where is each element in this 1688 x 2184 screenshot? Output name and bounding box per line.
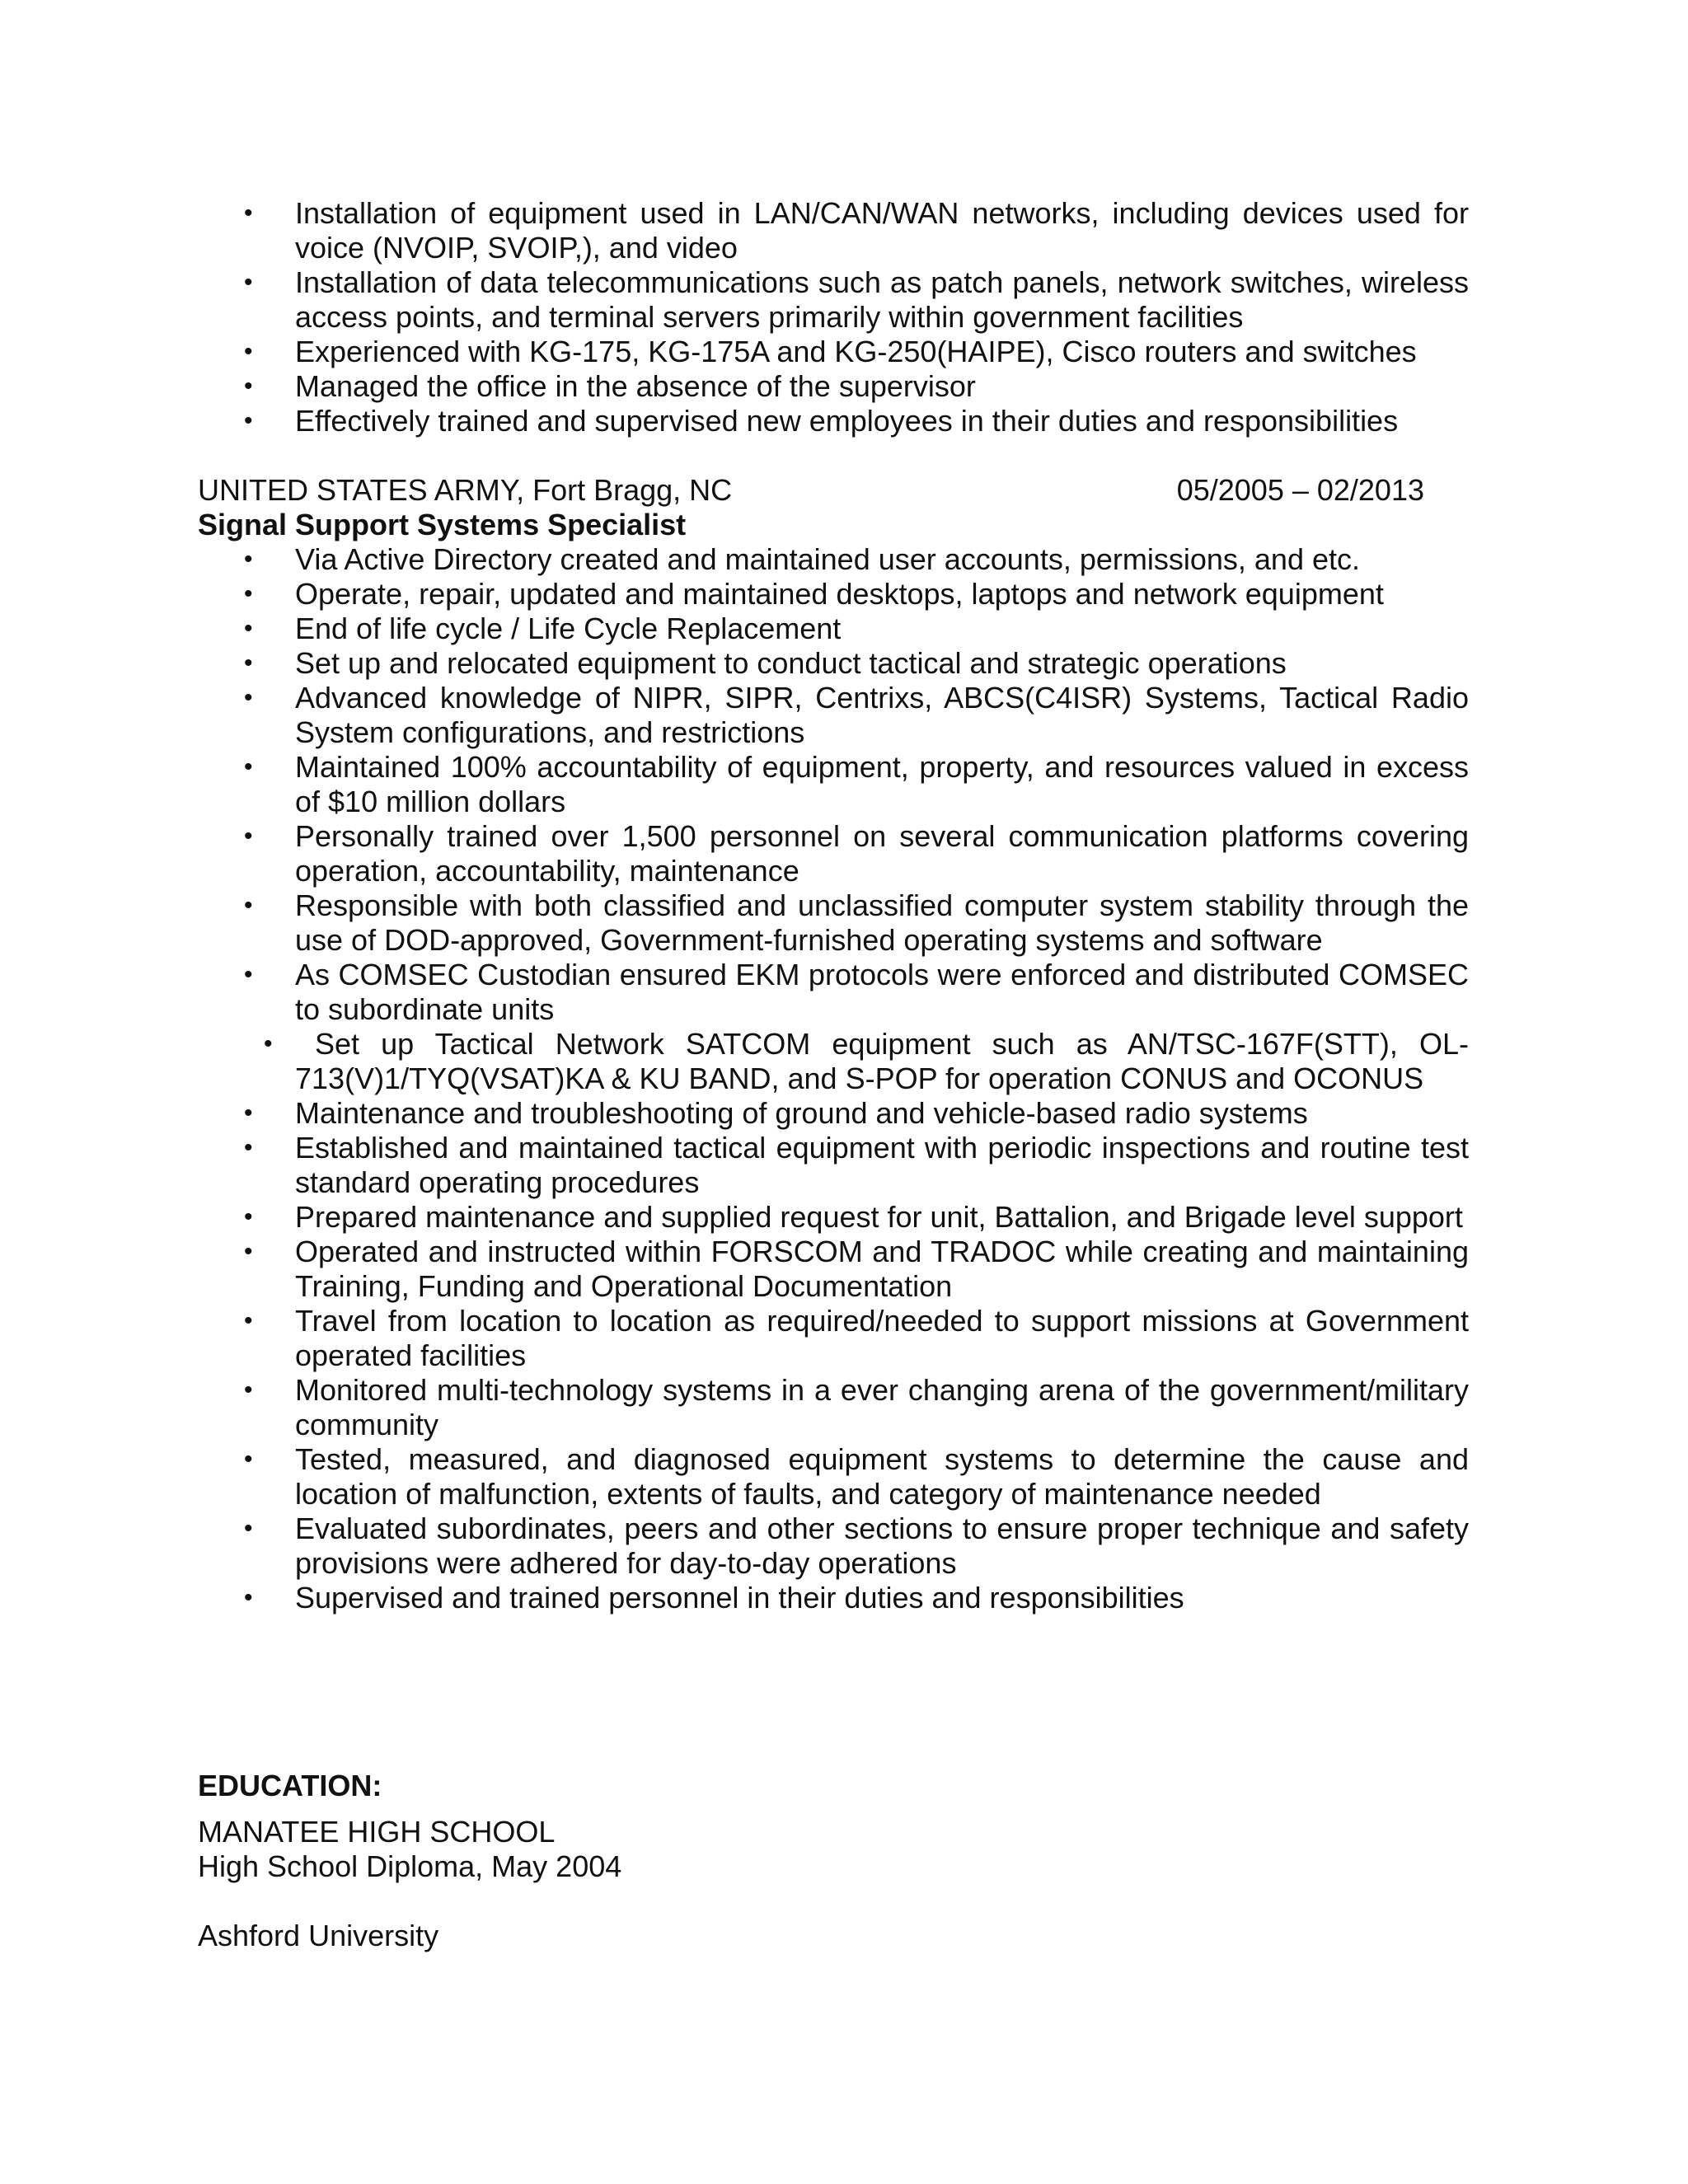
school-name: MANATEE HIGH SCHOOL [198,1815,556,1849]
list-item: • Installation of data telecommunications such as patch panels, network switches, wireless access points, and terminal servers primarily within government facilities [198,265,1469,335]
list-item: • Evaluated subordinates, peers and other sections to ensure proper technique and safety provisions were adhered for day-to-day operations [198,1511,1469,1581]
list-item: • Installation of equipment used in LAN/CAN/WAN networks, including devices used for voice (NVOIP, SVOIP,), and video [198,196,1469,265]
education-entry-2 [198,1919,438,1953]
experience-content [198,196,1469,1615]
employer-name: UNITED STATES ARMY, Fort Bragg, NC [198,473,733,507]
degree-info: High School Diploma, May 2004 [198,1849,622,1883]
list-item: • Effectively trained and supervised new employees in their duties and responsibilities [198,404,1469,438]
list-item: • Supervised and trained personnel in their duties and responsibilities [198,1581,1469,1615]
section-spacer [198,438,1469,473]
list-item: • Operated and instructed within FORSCOM and TRADOC while creating and maintaining Training, Funding and Operational Documentation [198,1235,1469,1304]
list-item: • Advanced knowledge of NIPR, SIPR, Centrixs, ABCS(C4ISR) Systems, Tactical Radio System configurations, and restrictions [198,681,1469,750]
previous-job-bullets [198,196,1469,438]
list-item: • Travel from location to location as required/needed to support missions at Government operated facilities [198,1304,1469,1373]
employment-dates: 05/2005 – 02/2013 [1176,473,1424,507]
job-title: Signal Support Systems Specialist [198,508,687,541]
education-entry-1 [198,1815,621,1884]
list-item: • Prepared maintenance and supplied request for unit, Battalion, and Brigade level support [198,1200,1469,1235]
list-item: • Responsible with both classified and unclassified computer system stability through the use of DOD-approved, Government-furnished operating systems and software [198,888,1469,958]
list-item: • Experienced with KG-175, KG-175A and KG-250(HAIPE), Cisco routers and switches [198,335,1469,369]
job-header [198,473,1469,508]
list-item: • Established and maintained tactical equipment with periodic inspections and routine test standard operating procedures [198,1131,1469,1200]
list-item: • Maintained 100% accountability of equipment, property, and resources valued in excess of $10 million dollars [198,750,1469,819]
list-item: • As COMSEC Custodian ensured EKM protocols were enforced and distributed COMSEC to subordinate units [198,958,1469,1027]
education-heading: EDUCATION: [198,1769,382,1802]
list-item: • Operate, repair, updated and maintained desktops, laptops and network equipment [198,577,1469,612]
job-duties-list [198,542,1469,1615]
list-item: • Managed the office in the absence of the supervisor [198,369,1469,404]
list-item: • Monitored multi-technology systems in a ever changing arena of the government/military community [198,1373,1469,1442]
list-item: • Via Active Directory created and maintained user accounts, permissions, and etc. [198,542,1469,577]
school-name: Ashford University [198,1919,439,1952]
list-item: • Tested, measured, and diagnosed equipment systems to determine the cause and location of malfunction, extents of faults, and category of maintenance needed [198,1442,1469,1511]
list-item: • End of life cycle / Life Cycle Replacement [198,612,1469,646]
list-item: • Maintenance and troubleshooting of ground and vehicle-based radio systems [198,1096,1469,1131]
list-item: • Set up and relocated equipment to conduct tactical and strategic operations [198,646,1469,681]
list-item: • Personally trained over 1,500 personnel on several communication platforms covering operation, accountability, maintenance [198,819,1469,888]
list-item: • Set up Tactical Network SATCOM equipment such as AN/TSC-167F(STT), OL-713(V)1/TYQ(VSAT)KA & KU BAND, and S-POP for operation CONUS and OCONUS [198,1027,1469,1096]
